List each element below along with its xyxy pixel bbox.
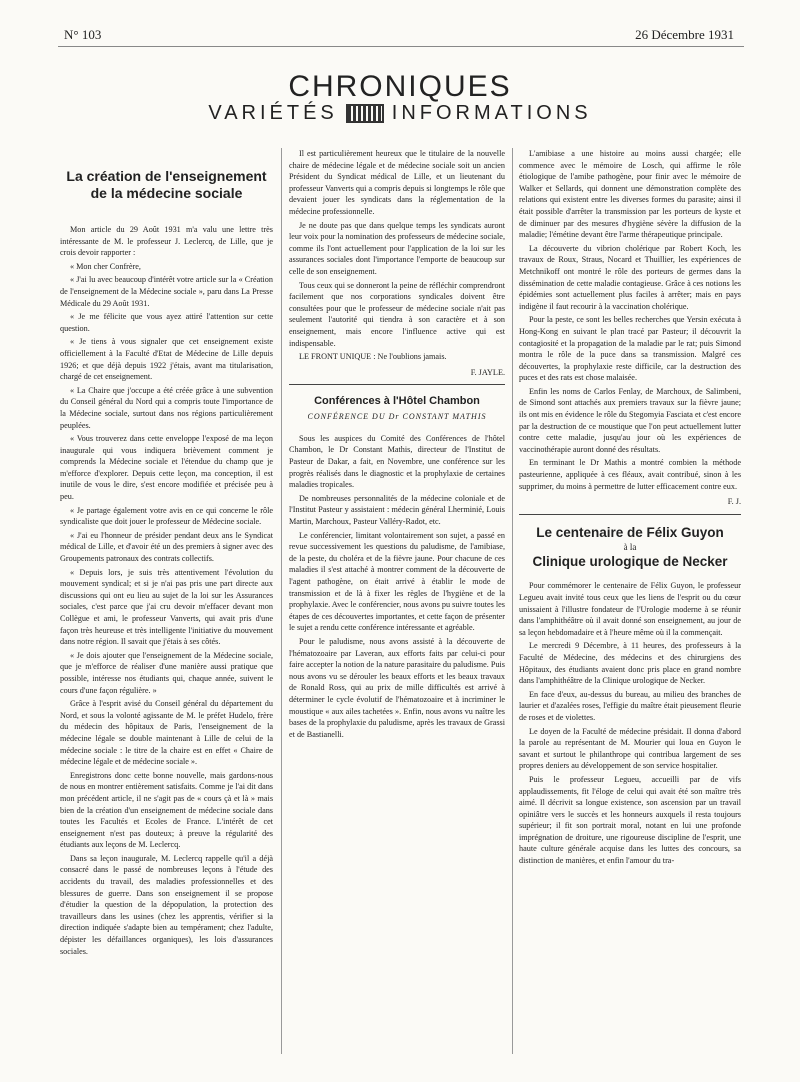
paragraph: Dans sa leçon inaugurale, M. Leclercq rappelle qu'il a déjà consacré dans le passé de nombreuses leçons à l'étude des accidents du travail, des maladies professionnelles et des blessures de guerre. Dans son enseignement il se propose d'étudier la question de la dépopulation, la protection des travailleurs dans les usines (chez les apprentis, vérifier si la direction indiquée s'adapte bien au tempérament; chez l'adulte, dépister les défaillances organiques), les lois d'assurances sociales. [60, 853, 273, 956]
section-subtitle [0, 102, 800, 125]
header-rule [58, 46, 744, 47]
column-divider [281, 148, 282, 1054]
press-logo-icon [346, 104, 384, 123]
article1-title: La création de l'enseignement de la médecine sociale [66, 168, 267, 201]
paragraph: Le conférencier, limitant volontairement son sujet, a passé en revue successivement les questions du paludisme, de l'amibiase, de la peste, du choléra et de la fièvre jaune. Pour chacune de ces maladies il s'est attaché à montrer comment de la découverte de l'agent pathogène, on était arrivé à établir le mode de transmission et de là à fixer les règles de l'hygiène et de la prophylaxie. Avec le conférencier, nous avons pu suivre toutes les étapes de ces découvertes importantes, et cette façon de présenter le sujet a rendu cette conférence intéressante et agréable. [289, 530, 505, 633]
paragraph: En terminant le Dr Mathis a montré combien la méthode pasteurienne, appliquée à ces fléaux, avait contribué, sinon à les supprimer, du moins à permettre de lutter efficacement contre eux. [519, 458, 741, 491]
column-2 [289, 148, 505, 742]
paragraph: Le mercredi 9 Décembre, à 11 heures, des professeurs à la Faculté de Médecine, des médecins et des chirurgiens des Hôpitaux, des étudiants avaient donc pris place en grand nombre dans l'amphithéâtre de la Clinique urologique de Necker. [519, 641, 741, 686]
signature: F. JAYLE. [470, 367, 505, 377]
paragraph: Pour le paludisme, nous avons assisté à la découverte de l'hématozoaire par Laveran, aux efforts faits par celui-ci pour faire accepter la notion de la nature parasitaire du paludisme. Puis nous avons vu se dérouler les beaux efforts et les beaux travaux de Ronald Ross, qui au prix de mille difficultés est arrivé à déterminer le cycle évolutif de l'hématozoaire et à incriminer le moustique « aux ailes tachetées ». Enfin, nous avons vu naître les bases de la prophylaxie du paludisme, après les travaux de Grassi et de Bastianelli. [289, 636, 505, 739]
issue-number: N° 103 [64, 27, 102, 42]
paragraph: En face d'eux, au-dessus du bureau, au milieu des branches de laurier et d'azalées roses, l'effigie du maître était pieusement fleurie de roses et de violettes. [519, 689, 741, 722]
paragraph: L'amibiase a une histoire au moins aussi chargée; elle commence avec le mémoire de Losch, qui affirme le rôle étiologique de l'amibe pathogène, pour finir avec le mémoire de Walker et Sellards, qui donnent une démonstration complète des relations qui existent entre les diverses formes du parasite; ainsi il était possible d'arrêter la transmission par les porteurs de kyste et de diminuer par des mesures d'hygiène sévère la diffusion de la maladie; l'émétine devant être l'arme thérapeutique principale. [519, 149, 741, 240]
paragraph: « La Chaire que j'occupe a été créée grâce à une subvention du Conseil général du Nord qui a compris toute l'importance de la Médecine sociale, surtout dans nos régions particulièrement peuplées. [60, 385, 273, 430]
paragraph: « Vous trouverez dans cette enveloppe l'exposé de ma leçon inaugurale qui vous indiquera brièvement comment je comprends la Médecine sociale et l'étendue du champ que je m'efforce d'explorer. Depuis cette leçon, ma conception, il est inutile de vous le dire, s'est encore modifiée et précisée peu à peu. [60, 434, 273, 502]
paragraph: Mon article du 29 Août 1931 m'a valu une lettre très intéressante de M. le professeur J. Leclercq, de Lille, que je crois devoir rapporter : [60, 225, 273, 258]
main-title: CHRONIQUES [288, 70, 512, 103]
article3-title: Le centenaire de Félix Guyon [536, 524, 724, 540]
paragraph: Puis le professeur Legueu, accueilli par de vifs applaudissements, fit l'éloge de celui qui avait été son maître très aimé. Il décrivit sa longue existence, son ascension par un travail opiniâtre vers le succès et les honneurs auxquels il resta toujours supérieur; il fit son portrait moral, notant en lui une profonde imprégnation de droiture, une rigoureuse discipline de l'esprit, une haute culture générale acquise dans les luttes des concours, sa distinction de manières, et enfin l'amour du tra- [519, 774, 741, 866]
article3-title-connector: à la [623, 541, 637, 552]
column-3 [519, 148, 741, 869]
paragraph: Tous ceux qui se donneront la peine de réfléchir comprendront facilement que nos corporations syndicales doivent être consultées pour que le professeur de médecine sociale n'ait pas seulement l'autorité qui tiendra à son caractère et à son enseignement, mais encore l'influence active qui est indispensable. [289, 280, 505, 348]
front-unique-line: LE FRONT UNIQUE : Ne l'oublions jamais. [299, 352, 447, 362]
subtitle-right: INFORMATIONS [391, 102, 592, 124]
paragraph: Pour la peste, ce sont les belles recherches que Yersin exécuta à Hong-Kong en suivant le plan tracé par Pasteur; il découvrit la contagiosité et la propagation de la maladie par le rat; puis Simond montra le rôle de la puce dans sa transmission. Malgré ces découvertes, la prophylaxie reste difficile, car la destruction des puces et des rats est chose malaisée. [519, 315, 741, 383]
article2-subtitle: CONFÉRENCE DU Dr CONSTANT MATHIS [307, 412, 487, 422]
paragraph: Enfin les noms de Carlos Fenlay, de Marchoux, de Salimbeni, de Simond sont attachés aux premiers travaux sur la fièvre jaune; ils ont mis en évidence le rôle du Stegomyia Fasciata et c'est encore par la destruction de ce moustique que l'on peut actuellement lutter contre cette maladie, jusqu'au jour où les expériences de vaccinothérapie auront donné des résultats. [519, 386, 742, 454]
column-1 [60, 148, 273, 959]
paragraph: De nombreuses personnalités de la médecine coloniale et de l'Institut Pasteur y assistaient : médecin général Lherminié, Louis Martin, Marchoux, Pasteur Valléry-Radot, etc. [289, 493, 505, 527]
paragraph: « Je partage également votre avis en ce qui concerne le rôle syndicaliste que doit jouer le professeur de Médecine sociale. [60, 505, 273, 527]
paragraph: Le doyen de la Faculté de médecine présidait. Il donna d'abord la parole au représentant de M. Mourier qui loua en Guyon le savant et surtout le philanthrope qui contribua largement de ses propres deniers au développement de son service hospitalier. [519, 726, 741, 771]
paragraph: La découverte du vibrion cholérique par Robert Koch, les travaux de Roux, Straus, Nocard et Thuillier, les expériences de Metchnikoff ont montré le rôle des porteurs de germes dans la dissémination de cette maladie contagieuse. Grâce à ces notions les épidémies sont actuellement plus faciles à arrêter; mais en pays indigène il faut recourir à la vaccination cholérique. [519, 243, 741, 311]
paragraph: Enregistrons donc cette bonne nouvelle, mais gardons-nous de nous en montrer entièrement satisfaits. Comme je l'ai dit dans mon précédent article, il ne s'agit pas de « cours çà et là » mais bien de la création d'un enseignement de médecine sociale dans toutes les Facultés et Ecoles de France. L'intérêt de cet enseignement n'est pas douteux; à preuve la régularité des étudiants aux leçons de M. Leclercq. [60, 770, 273, 850]
subtitle-left: VARIÉTÉS [208, 102, 338, 124]
issue-date: 26 Décembre 1931 [635, 27, 734, 42]
article-divider [289, 384, 505, 385]
article3-title-second: Clinique urologique de Necker [532, 554, 728, 570]
article2-title: Conférences à l'Hôtel Chambon [314, 395, 480, 408]
paragraph: « Je tiens à vous signaler que cet enseignement existe officiellement à la Faculté d'Etat de Médecine de Lille depuis 1926; et que déjà depuis 1922 j'étais, avant ma titularisation, chargé de cet enseignement. [60, 337, 273, 382]
paragraph: Je ne doute pas que dans quelque temps les syndicats auront leur voix pour la nomination des professeurs de médecine sociale, comme ils l'ont actuellement pour l'application de la loi sur les assurances sociales dont l'importance l'emporte de beaucoup sur celle de son enseignement. [289, 220, 505, 276]
signature: F. J. [727, 497, 741, 507]
paragraph: « Depuis lors, je suis très attentivement l'évolution du mouvement syndical; et si je n'ai pas pris une part directe aux discussions qui ont eu lieu au sujet de la loi sur les Assurances sociales, c'est parce que j'ai cru devoir m'effacer devant mon Collègue et ami, le professeur Vanverts, qui avait pris d'une façon très heureuse et très intelligente l'initiative du mouvement dans notre région. Il savait que j'étais à ses côtés. [60, 567, 273, 647]
paragraph: Sous les auspices du Comité des Conférences de l'hôtel Chambon, le Dr Constant Mathis, directeur de l'Institut de Pasteur de Dakar, a fait, en Novembre, une conférence sur les progrès réalisés dans le diagnostic et la prophylaxie de certaines maladies tropicales. [289, 433, 505, 490]
article-divider [519, 514, 741, 515]
paragraph: « Je dois ajouter que l'enseignement de la Médecine sociale, que je m'efforce de réaliser d'une manière aussi pratique que possible, intéresse nos étudiants qui, chaque année, suivent le cours d'une façon régulière. » [60, 650, 273, 695]
column-divider [512, 148, 513, 1054]
paragraph: « Mon cher Confrère, [70, 261, 141, 271]
paragraph: Il est particulièrement heureux que le titulaire de la nouvelle chaire de médecine légale et de médecine sociale soit un ancien Président du Syndicat médical de Lille, et un lieutenant du professeur Vanverts qui a compris depuis si longtemps le rôle que devaient jouer les syndicats dans la réglementation de la médecine professionnelle. [289, 149, 505, 216]
paragraph: Grâce à l'esprit avisé du Conseil général du département du Nord, et sous la volonté agissante de M. le préfet Hudelo, frère du médecin des hôpitaux de Paris, l'enseignement de la médecine légale se double maintenant à Lille de celui de la médecine sociale : le titre de la chaire est en effet « Chaire de médecine légale et de médecine sociale ». [60, 699, 273, 767]
paragraph: « Je me félicite que vous ayez attiré l'attention sur cette question. [60, 312, 273, 333]
paragraph: « J'ai eu l'honneur de présider pendant deux ans le Syndicat médical de Lille, et d'avoir été un des premiers à signer avec des Groupements patronaux des contrats collectifs. [60, 530, 273, 564]
paragraph: « J'ai lu avec beaucoup d'intérêt votre article sur la « Création de l'enseignement de la Médecine sociale », paru dans La Presse Médicale du 29 Août 1931. [60, 275, 273, 308]
paragraph: Pour commémorer le centenaire de Félix Guyon, le professeur Legueu avait invité tous ceux que les liens de l'esprit ou du cœur unissaient à l'illustre fondateur de l'Urologie moderne à se réunir dans l'amphithéâtre où il avait donné son enseignement, au jour de sa leçon hebdomadaire et à l'heure même où il la commençait. [519, 581, 741, 637]
